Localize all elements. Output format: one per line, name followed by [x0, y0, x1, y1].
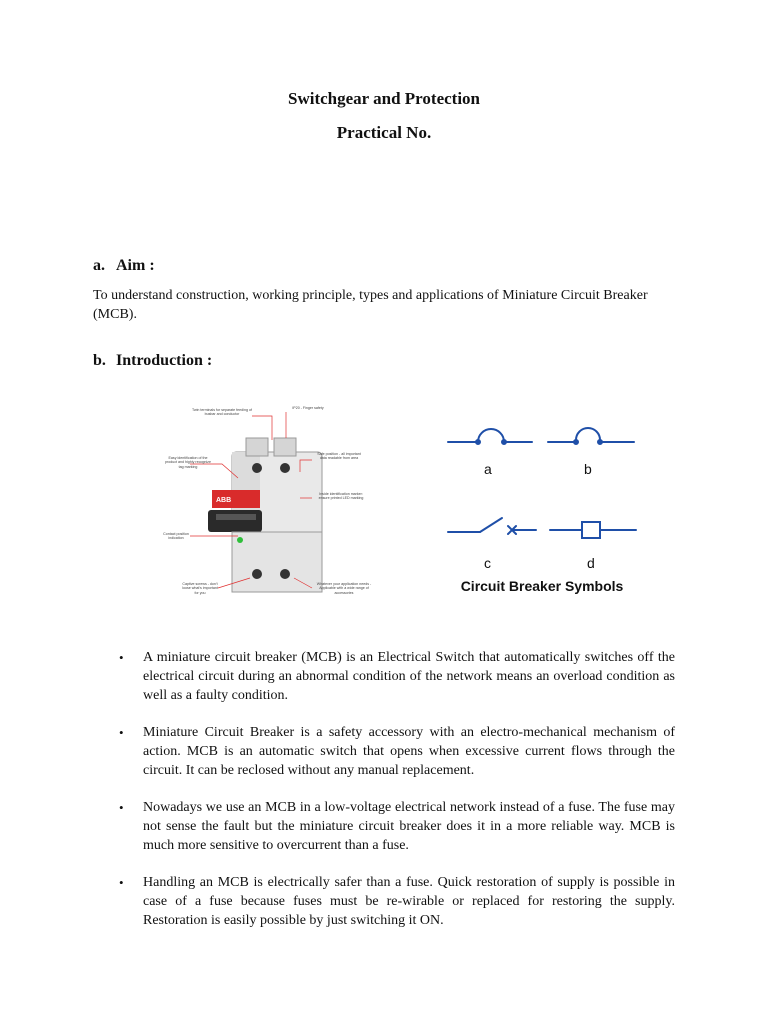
mcb-illustration [160, 402, 400, 602]
bullet-text: Nowadays we use an MCB in a low-voltage electrical network instead of a fuse. The fuse may not sense the fault but the miniature circuit breaker does it in a more reliable way. MCB is much more sensitive to overcurrent than a fuse. [143, 800, 675, 853]
introduction-bullets [118, 648, 675, 948]
list-item [118, 723, 675, 780]
document-title: Switchgear and Protection [287, 89, 481, 108]
bullet-icon: • [119, 800, 124, 815]
aim-text: To understand construction, working principle, types and applications of Miniature Circuit Breaker (MCB). [93, 288, 648, 322]
bullet-text: A miniature circuit breaker (MCB) is an Electrical Switch that automatically switches off the electrical circuit during an abnormal condition of the network means an overload condition as well as a faulty condition. [143, 650, 675, 703]
mcb-callout: Safe position - all important data readable from area [317, 452, 361, 461]
list-item [118, 648, 675, 705]
mcb-callout: Whatever your application needs - Applicable with a wide range of accessories [316, 582, 372, 595]
mcb-drawing [160, 402, 400, 602]
mcb-callout: Inside identification marker: ensure printed LED marking [318, 492, 364, 501]
mcb-callout: Contact position indication [163, 532, 189, 541]
introduction-heading-text: Introduction : [116, 352, 213, 369]
bullet-icon: • [119, 650, 124, 665]
mcb-callout: IP20 - Finger safety [292, 406, 324, 410]
bullet-icon: • [119, 725, 124, 740]
mcb-callout: Captive screws - don't loose what's important for you [182, 582, 218, 595]
list-item [118, 873, 675, 930]
bullet-text: Handling an MCB is electrically safer than a fuse. Quick restoration of supply is possible in case of a fuse because fuses must be re-wirable or replaced for restoring the supply. Restoration is easily possible by just switching it ON. [143, 875, 675, 928]
bullet-text: Miniature Circuit Breaker is a safety accessory with an electro-mechanical mechanism of action. MCB is an automatic switch that opens when excessive current flows through the circuit. It can be reclosed without any manual replacement. [143, 725, 675, 778]
symbol-label-d: d [587, 555, 595, 571]
svg-text:ABB: ABB [216, 497, 232, 504]
symbol-label-b: b [584, 461, 592, 477]
list-item [118, 798, 675, 855]
practical-number: Practical No. [336, 123, 432, 142]
aim-heading-text: Aim : [116, 257, 155, 274]
symbols-caption: Circuit Breaker Symbols [460, 578, 624, 594]
introduction-heading [93, 352, 212, 370]
mcb-callout: Easy identification of the product and highly recognize tag marking [165, 456, 211, 469]
circuit-breaker-symbols [440, 410, 650, 605]
aim-label: a. [93, 257, 105, 274]
aim-heading [93, 257, 155, 275]
introduction-label: b. [93, 352, 106, 369]
symbol-label-a: a [484, 461, 492, 477]
symbols-drawing [440, 410, 650, 570]
symbol-label-c: c [484, 555, 491, 571]
mcb-callout: Twin terminals for separate feeding of busbar and conductor [192, 408, 252, 417]
bullet-icon: • [119, 875, 124, 890]
